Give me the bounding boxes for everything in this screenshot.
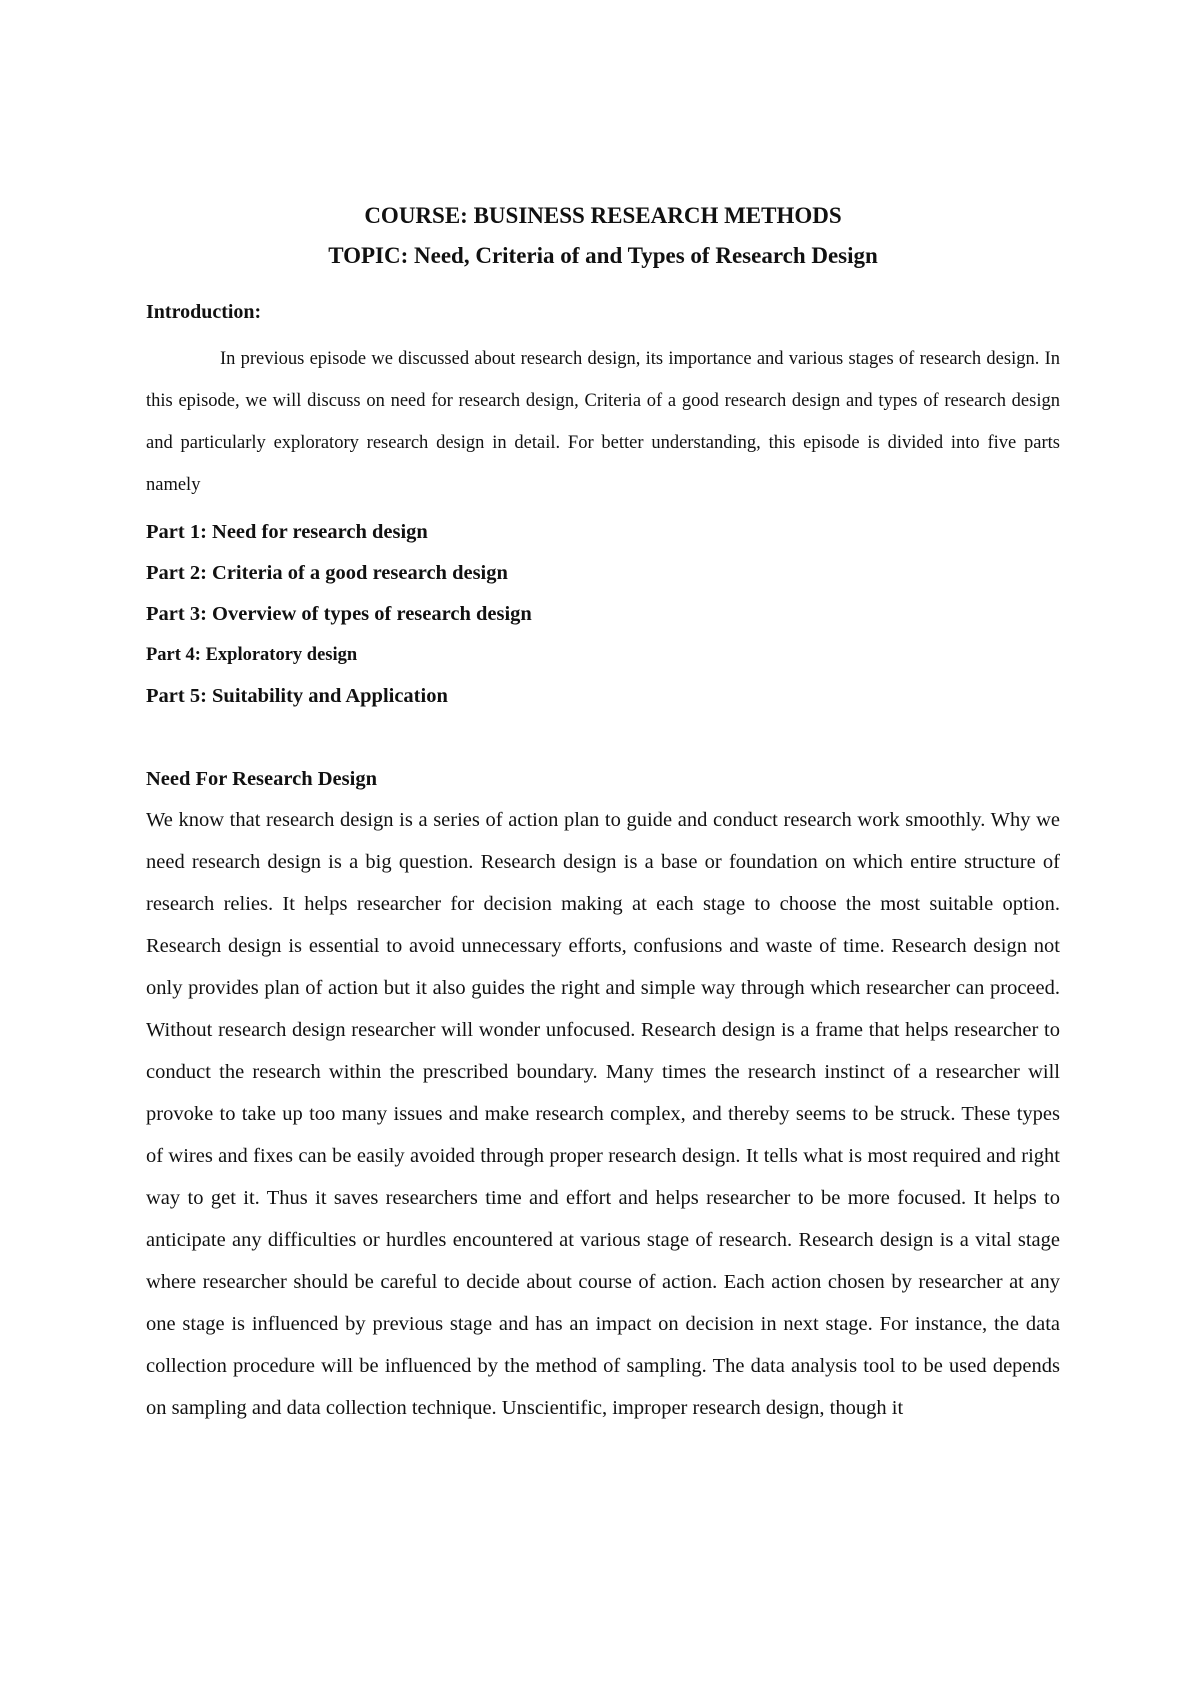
part-4-item: Part 4: Exploratory design	[146, 645, 358, 665]
parts-list	[146, 512, 1060, 717]
part-1-item: Part 1: Need for research design	[146, 521, 428, 543]
part-5-item: Part 5: Suitability and Application	[146, 685, 448, 707]
document-content	[146, 196, 1060, 1429]
introduction-heading: Introduction:	[146, 301, 262, 323]
need-section-heading: Need For Research Design	[146, 768, 377, 790]
part-3-item: Part 3: Overview of types of research design	[146, 603, 532, 625]
topic-title: TOPIC: Need, Criteria of and Types of Research Design	[328, 243, 878, 268]
need-section-paragraph: We know that research design is a series of action plan to guide and conduct research work smoothly. Why we need research design is a big question. Research design is a base or foundation on which entire structure of research relies. It helps researcher for decision making at each stage to choose the most suitable option. Research design is essential to avoid unnecessary efforts, confusions and waste of time. Research design not only provides plan of action but it also guides the right and simple way through which researcher can proceed. Without research design researcher will wonder unfocused. Research design is a frame that helps researcher to conduct the research within the prescribed boundary. Many times the research instinct of a researcher will provoke to take up too many issues and make research complex, and thereby seems to be struck. These types of wires and fixes can be easily avoided through proper research design. It tells what is most required and right way to get it. Thus it saves researchers time and effort and helps researcher to be more focused. It helps to anticipate any difficulties or hurdles encountered at various stage of research. Research design is a vital stage where researcher should be careful to decide about course of action. Each action chosen by researcher at any one stage is influenced by previous stage and has an impact on decision in next stage. For instance, the data collection procedure will be influenced by the method of sampling. The data analysis tool to be used depends on sampling and data collection technique. Unscientific, improper research design, though it	[146, 809, 1060, 1419]
introduction-paragraph: In previous episode we discussed about research design, its importance and various stages of research design. In this episode, we will discuss on need for research design, Criteria of a good research design and types of research design and particularly exploratory research design in detail. For better understanding, this episode is divided into five parts namely	[146, 349, 1060, 495]
part-2-item: Part 2: Criteria of a good research design	[146, 562, 508, 584]
course-title: COURSE: BUSINESS RESEARCH METHODS	[364, 203, 842, 228]
